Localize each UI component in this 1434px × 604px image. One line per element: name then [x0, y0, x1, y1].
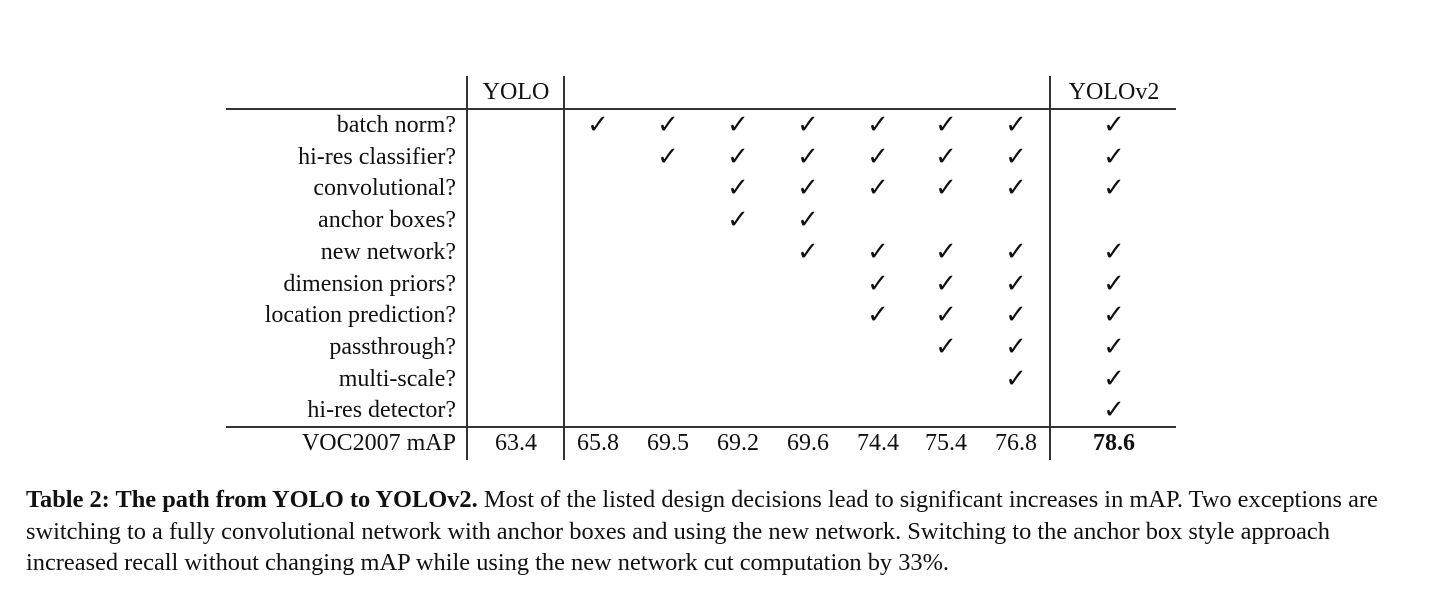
map-value: 69.2 — [717, 430, 759, 456]
check-mark: ✓ — [1103, 300, 1125, 331]
check-mark: ✓ — [797, 173, 819, 204]
check-mark: ✓ — [867, 236, 889, 267]
check-mark: ✓ — [1103, 395, 1125, 426]
check-mark: ✓ — [1005, 331, 1027, 362]
check-mark: ✓ — [1103, 173, 1125, 204]
check-mark: ✓ — [867, 141, 889, 172]
map-value: 65.8 — [577, 430, 619, 456]
check-mark: ✓ — [935, 268, 957, 299]
caption-title: Table 2: The path from YOLO to YOLOv2. — [26, 486, 478, 513]
check-mark: ✓ — [1103, 331, 1125, 362]
check-mark: ✓ — [727, 173, 749, 204]
results-table — [226, 76, 1176, 462]
check-mark: ✓ — [935, 141, 957, 172]
table-caption — [26, 484, 1406, 579]
vertical-rule-right — [1049, 76, 1051, 460]
check-mark: ✓ — [867, 268, 889, 299]
map-value: 75.4 — [925, 430, 967, 456]
check-mark: ✓ — [1005, 236, 1027, 267]
check-mark: ✓ — [935, 236, 957, 267]
check-mark: ✓ — [797, 205, 819, 236]
check-mark: ✓ — [935, 331, 957, 362]
map-value: 74.4 — [857, 430, 899, 456]
row-label: passthrough? — [329, 333, 456, 360]
check-mark: ✓ — [867, 300, 889, 331]
row-label: hi-res detector? — [307, 397, 456, 424]
check-mark: ✓ — [727, 141, 749, 172]
check-mark: ✓ — [797, 141, 819, 172]
map-value: 69.5 — [647, 430, 689, 456]
check-mark: ✓ — [1103, 141, 1125, 172]
check-mark: ✓ — [797, 110, 819, 140]
check-mark: ✓ — [1103, 236, 1125, 267]
check-mark: ✓ — [587, 110, 609, 140]
check-mark: ✓ — [1103, 268, 1125, 299]
check-mark: ✓ — [867, 110, 889, 140]
check-mark: ✓ — [1005, 173, 1027, 204]
check-mark: ✓ — [657, 141, 679, 172]
row-label: hi-res classifier? — [298, 143, 456, 170]
check-mark: ✓ — [1005, 363, 1027, 394]
map-row-label: VOC2007 mAP — [301, 430, 456, 456]
check-mark: ✓ — [797, 236, 819, 267]
row-label: dimension priors? — [283, 270, 456, 297]
vertical-rule-mid — [563, 76, 565, 460]
check-mark: ✓ — [1005, 110, 1027, 140]
row-label: anchor boxes? — [318, 207, 456, 234]
row-label: multi-scale? — [338, 365, 456, 392]
map-value: 78.6 — [1093, 430, 1135, 456]
check-mark: ✓ — [1005, 141, 1027, 172]
row-label: new network? — [320, 238, 456, 265]
check-mark: ✓ — [935, 110, 957, 140]
vertical-rule-left — [466, 76, 468, 460]
caption-text: Most of the listed design decisions lead to significant increases in mAP. Two exceptions are switching to a fully convolutional network with anchor boxes and using the new network. Switching to the anchor box style approach increased recall without changing mAP while using the new network cut computation by 33%. — [26, 486, 1378, 576]
map-value: 69.6 — [787, 430, 829, 456]
check-mark: ✓ — [1005, 300, 1027, 331]
check-mark: ✓ — [935, 300, 957, 331]
header-yolo: YOLO — [482, 79, 550, 105]
check-mark: ✓ — [727, 110, 749, 140]
row-label: convolutional? — [313, 175, 456, 202]
row-label: batch norm? — [336, 112, 456, 138]
check-mark: ✓ — [1005, 268, 1027, 299]
check-mark: ✓ — [935, 173, 957, 204]
check-mark: ✓ — [1103, 110, 1125, 140]
header-yolov2: YOLOv2 — [1068, 79, 1160, 105]
map-value: 63.4 — [495, 430, 537, 456]
check-mark: ✓ — [1103, 363, 1125, 394]
row-label: location prediction? — [264, 302, 456, 329]
check-mark: ✓ — [727, 205, 749, 236]
map-value: 76.8 — [995, 430, 1037, 456]
check-mark: ✓ — [867, 173, 889, 204]
check-mark: ✓ — [657, 110, 679, 140]
